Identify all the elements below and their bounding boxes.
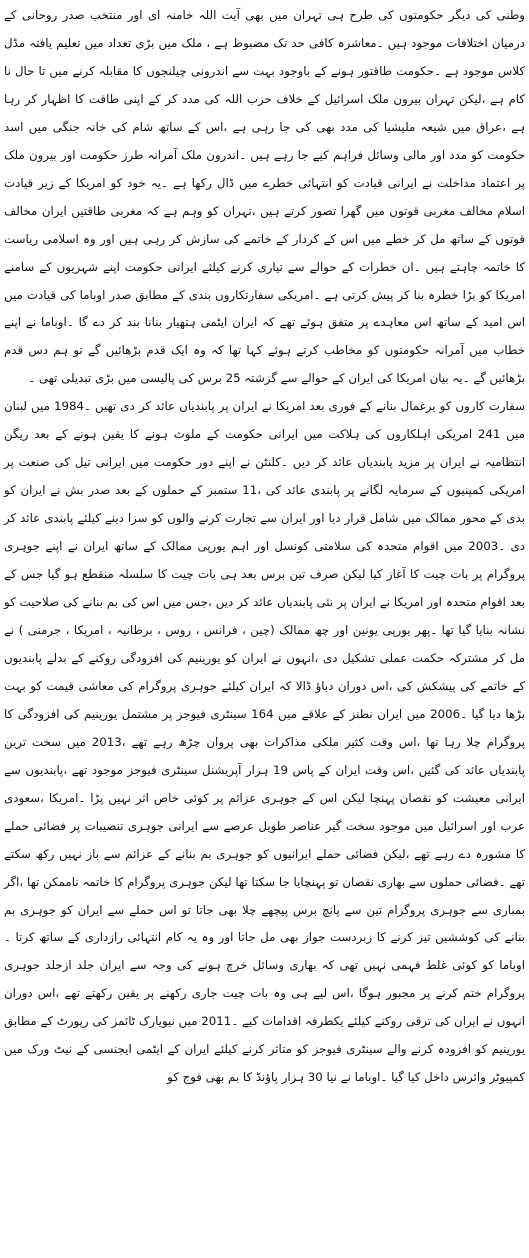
article-paragraph-1: وطنی کی دیگر حکومتوں کی طرح ہی تہران میں بھی آیت اللہ خامنہ ای اور منتخب صدر روحانی کے درمیان اختلافات موجود ہیں ۔معاشرہ کافی حد تک مضبوط ہے ، ملک میں بڑی تعداد میں تعلیم یافتہ مڈل کلاس موجود ہے ۔حکومت طاقتور ہونے کے باوجود بہت سے اندرونی چیلنجوں کا مقابلہ کرنے میں تا حال نا کام ہے ،لیکن تہران بیرون ملک اسرائیل کے خلاف حزب اللہ کی مدد کر کے اپنی طاقت کا اظہار کر رہا ہے ،عراق میں شیعہ ملیشیا کی مدد بھی کی جا رہی ہے ،اس کے ساتھ شام کی خانہ جنگی میں اسد حکومت کو مدد اور مالی وسائل فراہم کیے جا رہے ہیں ۔اندرون ملک آمرانہ طرز حکومت اور بیرون ملک پر اعتماد مداخلت نے ایرانی قیادت کو انتہائی خطرے میں ڈال رکھا ہے ۔یہ خود کو امریکا کے زیر قیادت اسلام مخالف مغربی قوتوں میں گھرا تصور کرتے ہیں ،تہران کو وہم ہے کہ مغربی طاقتیں ایران مخالف قوتوں کے ساتھ مل کر خطے میں اس کے کردار کے خاتمے کی سازش کر رہی ہیں اور وہ اسلامی ریاست کا خاتمہ چاہتے ہیں ۔ان خطرات کے حوالے سے تیاری کرنے کیلئے ایرانی حکومت اپنے شہریوں کے سامنے امریکا کو بڑا خطرہ بنا کر پیش کرتی ہے ۔امریکی سفارتکاروں بندی کے مطابق صدر اوباما کی قیادت میں اس امید کے ساتھ اس معاہدے پر متفق ہوئے تھے کہ ایران ایٹمی ہتھیار بنانا بند کر دے گا ۔اوباما نے اپنے خطاب میں آمرانہ حکومتوں کو مخاطب کرتے ہوئے کہا تھا کہ وہ ایک قدم بڑھائیں گے تو ہم دس قدم بڑھائیں گے ۔یہ بیان امریکا کی ایران کے حوالے سے گزشتہ 25 برس کی پالیسی میں بڑی تبدیلی تھی ۔ [4,8,525,386]
article-paragraph-2: سفارت کاروں کو یرغمال بنانے کے فوری بعد امریکا نے ایران پر پابندیاں عائد کر دی تھیں ۔1984 میں لبنان میں 241 امریکی اہلکاروں کی ہلاکت میں ایرانی حکومت کے ملوث ہونے کا یقین ہونے کے بعد ریگن انتظامیہ نے ایران پر مزید پابندیاں عائد کر دیں ۔کلنٹن نے اپنے دور حکومت میں ایرانی تیل کی صنعت پر امریکی کمپنیوں کے سرمایہ لگانے پر پابندی عائد کی ،11 ستمبر کے حملوں کے بعد صدر بش نے ایران کو بدی کے محور ممالک میں شامل قرار دیا اور ایران سے تجارت کرنے والوں کو سزا دینے کیلئے پابندی عائد کر دی ۔2003 میں اقوام متحدہ کی سلامتی کونسل اور اہم یورپی ممالک کے ساتھ ایران نے اپنے جوہری پروگرام پر بات چیت کا آغاز کیا لیکن صرف تین برس بعد ہی بات چیت کا سلسلہ منقطع ہو گیا جس کے بعد اقوام متحدہ اور امریکا نے ایران پر نئی پابندیاں عائد کر دیں ،جس میں اس کی بم بنانے کی صلاحیت کو نشانہ بنایا گیا تھا ۔پھر یورپی یونین اور چھ ممالک (چین ، فرانس ، روس ، برطانیہ ، امریکا ، جرمنی ) نے مل کر مشترکہ حکمت عملی تشکیل دی ،انہوں نے ایران کو یورینیم کی افزودگی روکنے کے بدلے پابندیوں کے خاتمے کی پیشکش کی ،اس دوران دباؤ ڈالا کہ ایران کیلئے جوہری پروگرام کی معاشی قیمت کو بہت بڑھا دیا گیا ۔2006 میں ایران نطنز کے علاقے میں 164 سینٹری فیوجز پر مشتمل یورینیم کی افزودگی کا پروگرام چلا رہا تھا ،اس وقت کثیر ملکی مذاکرات بھی پروان چڑھ رہے تھے ،2013 میں سخت ترین پابندیاں عائد کی گئیں ،اس وقت ایران کے پاس 19 ہزار آپریشنل سینٹری فیوجز موجود تھے ،پابندیوں سے ایرانی معیشت کو نقصان پہنچا لیکن اس کے جوہری عزائم پر کوئی خاص اثر نہیں پڑا ۔امریکا ،سعودی عرب اور اسرائیل میں موجود سخت گیر عناصر طویل عرصے سے ایرانی جوہری تنصیبات پر فضائی حملے کا مشورہ دے رہے تھے ،لیکن فضائی حملے ایرانیوں کو جوہری بم بنانے کے عزائم سے باز نہیں رکھ سکتے تھے ۔فضائی حملوں سے بھاری نقصان تو پہنچایا جا سکتا تھا لیکن جوہری پروگرام کا خاتمہ ناممکن تھا ،اگر بمباری سے جوہری پروگرام تین سے پانچ برس پیچھے چلا بھی جاتا تو اس حملے سے ایران کو جوہری بم بنانے کی کوششیں تیز کرنے کا زبردست جواز بھی مل جاتا اور وہ یہ کام انتہائی رازداری کے ساتھ کرتا ۔اوباما کو کوئی غلط فہمی نہیں تھی کہ بھاری وسائل خرچ ہونے کی وجہ سے ایران جلد ازجلد جوہری پروگرام ختم کرنے پر مجبور ہوگا ،اس لیے ہی وہ بات چیت جاری رکھنے پر یقین رکھتے تھے ،اس دوران انہوں نے ایران کی ترقی روکنے کیلئے یکطرفہ اقدامات کیے ۔2011 میں نیویارک ٹائمز کی رپورٹ کے مطابق یورینیم کو افزودہ کرنے والے سینٹری فیوجز کو متاثر کرنے کیلئے ایران کے ایٹمی ایجنسی کے نیٹ ورک میں کمپیوٹر وائرس داخل کیا گیا ۔اوباما نے نیا 30 ہزار پاؤنڈ کا بم بھی فوج کو [4,399,526,1085]
